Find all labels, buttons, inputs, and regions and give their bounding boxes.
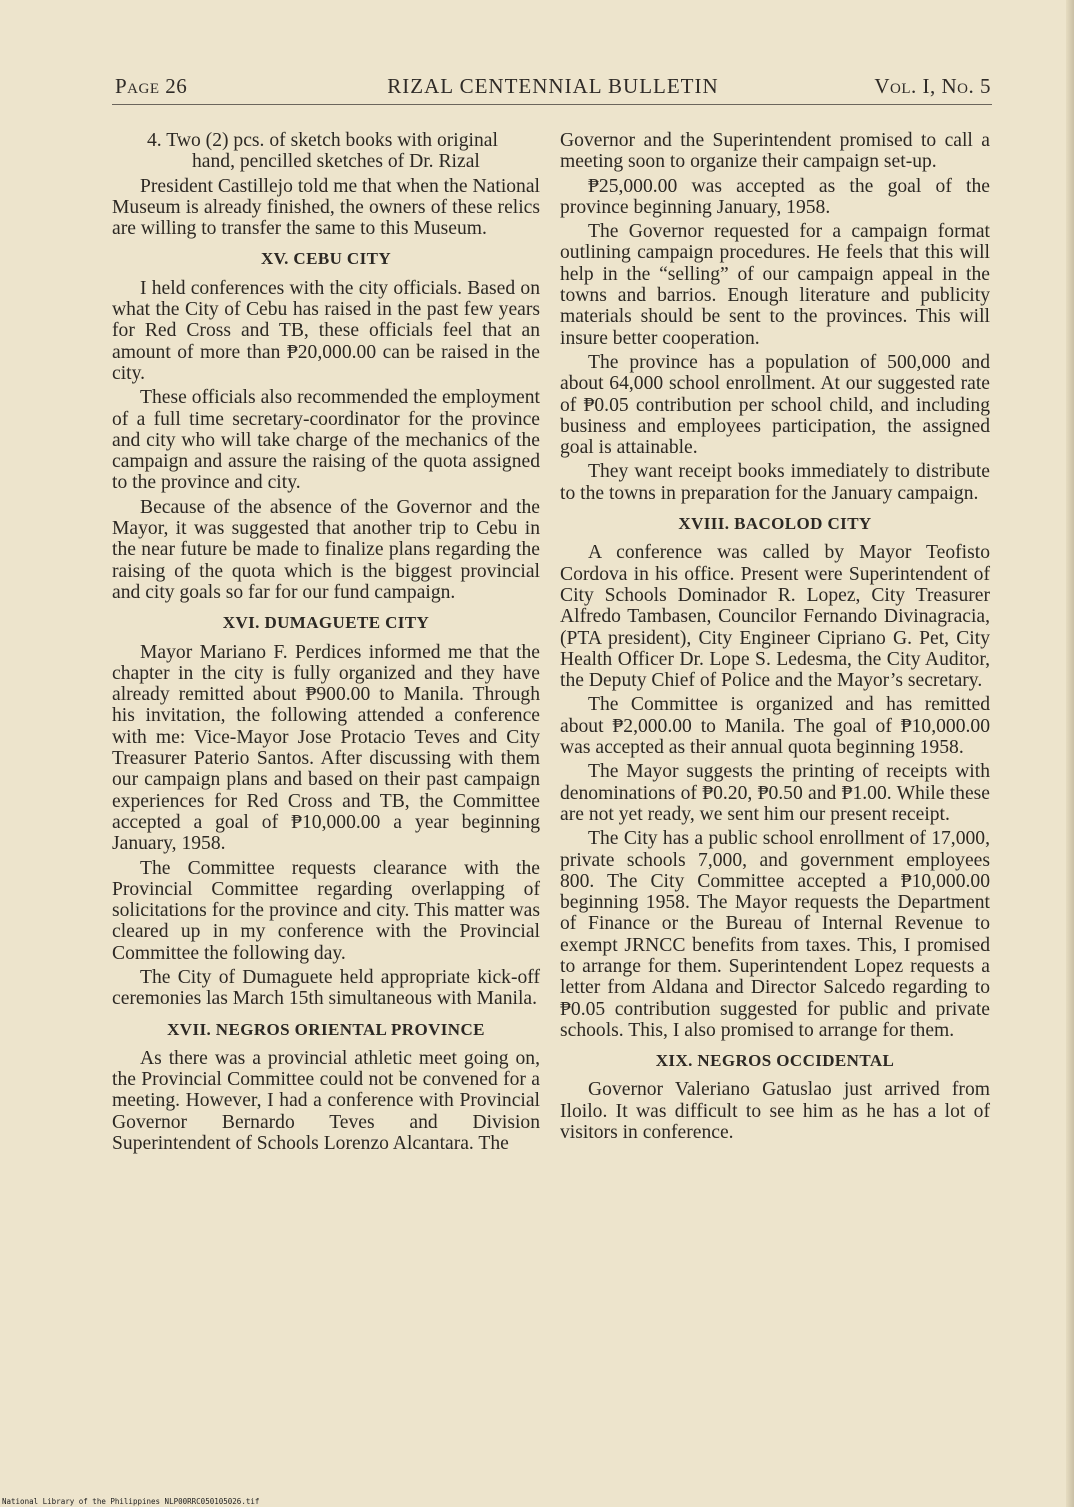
page-header — [115, 74, 991, 104]
volume-number: Vol. I, No. 5 — [874, 74, 991, 98]
paragraph: They want receipt books immediately to distribute to the towns in preparation for the January campaign. — [560, 461, 990, 504]
section-heading-xviii: XVIII. BACOLOD CITY — [678, 514, 872, 534]
paragraph: The Mayor suggests the printing of receipts with denominations of ₱0.20, ₱0.50 and ₱1.00. While these are not yet ready, we sent him our present receipt. — [560, 761, 990, 825]
paragraph: As there was a provincial athletic meet going on, the Provincial Committee could not be convened for a meeting. However, I had a conference with Provincial Governor Bernardo Teves and Division Superintendent of Schools Lorenzo Alcantara. The — [112, 1047, 540, 1155]
paragraph: Because of the absence of the Governor and the Mayor, it was suggested that another trip to Cebu in the near future be made to finalize plans regarding the raising of the quota which is the biggest provincial and city goals so far for our fund campaign. — [112, 496, 540, 603]
paragraph: ₱25,000.00 was accepted as the goal of the province beginning January, 1958. — [560, 175, 990, 218]
paragraph: The Committee requests clearance with the Provincial Committee regarding overlapping of solicitations for the province and city. This matter was cleared up in my conference with the Provincial Committee the following day. — [112, 857, 540, 964]
paragraph: The City of Dumaguete held appropriate kick-off ceremonies las March 15th simultaneous with Manila. — [112, 966, 540, 1010]
paragraph: The Governor requested for a campaign format outlining campaign procedures. He feels that this will help in the “selling” of our campaign appeal in the towns and barrios. Enough literature and publicity materials should be sent to the provinces. This will insure better cooperation. — [560, 221, 990, 349]
section-heading-xvii: XVII. NEGROS ORIENTAL PROVINCE — [167, 1019, 485, 1039]
right-column — [560, 130, 990, 1146]
paragraph: These officials also recommended the employment of a full time secretary-coordinator for the province and city who will take charge of the mechanics of the campaign and assure the raising of the quota assigned to the province and city. — [112, 387, 540, 494]
scan-footer: National Library of the Philippines NLP00RRC050105026.tif — [2, 1497, 260, 1506]
section-heading-xv: XV. CEBU CITY — [260, 249, 392, 269]
section-heading-xix: XIX. NEGROS OCCIDENTAL — [655, 1051, 895, 1071]
page-number: Page 26 — [115, 74, 188, 98]
paragraph: President Castillejo told me that when the National Museum is already finished, the owners of these relics are willing to transfer the same to this Museum. — [112, 175, 540, 240]
section-heading-xvi: XVI. DUMAGUETE CITY — [222, 613, 430, 633]
list-item-4: 4. Two (2) pcs. of sketch books with original hand, pencilled sketches of Dr. Rizal — [147, 130, 498, 173]
paragraph: The Committee is organized and has remitted about ₱2,000.00 to Manila. The goal of ₱10,000.00 was accepted as their annual quota beginning 1958. — [560, 694, 990, 759]
paragraph: The province has a population of 500,000 and about 64,000 school enrollment. At our suggested rate of ₱0.05 contribution per school child, and including business and employees participation, the assigned goal is attainable. — [560, 351, 990, 459]
paragraph: Governor Valeriano Gatuslao just arrived from Iloilo. It was difficult to see him as he has a lot of visitors in conference. — [560, 1079, 990, 1144]
page-edge — [1066, 0, 1074, 1507]
paragraph: I held conferences with the city officials. Based on what the City of Cebu has raised in the past few years for Red Cross and TB, these officials feel that an amount of more than ₱20,000.00 can be raised in the city. — [112, 277, 540, 384]
paragraph: Governor and the Superintendent promised to call a meeting soon to organize their campaign set-up. — [560, 130, 990, 173]
bulletin-title: RIZAL CENTENNIAL BULLETIN — [387, 74, 719, 98]
header-rule — [112, 104, 992, 105]
paragraph: The City has a public school enrollment of 17,000, private schools 7,000, and government employees 800. The City Committee accepted a ₱10,000.00 beginning 1958. The Mayor requests the Department of Finance or the Bureau of Internal Revenue to exempt JRNCC benefits from taxes. This, I promised to arrange for them. Superintendent Lopez requests a letter from Aldana and Director Salcedo regarding to ₱0.05 contribution suggested for public and private schools. This, I also promised to arrange for them. — [560, 828, 990, 1041]
left-column — [112, 130, 540, 1157]
paragraph: A conference was called by Mayor Teofisto Cordova in his office. Present were Superintendent of City Schools Dominador R. Lopez, City Treasurer Alfredo Tambasen, Councilor Fernando Divinagracia, (PTA president), City Engineer Cipriano G. Pet, City Health Officer Dr. Lope S. Ledesma, the City Auditor, the Deputy Chief of Police and the Mayor’s secretary. — [560, 542, 990, 692]
paragraph: Mayor Mariano F. Perdices informed me that the chapter in the city is fully organized and they have already remitted about ₱900.00 to Manila. Through his invitation, the following attended a conference with me: Vice-Mayor Jose Protacio Teves and City Treasurer Paterio Santos. After discussing with them our campaign plans and based on their past campaign experiences for Red Cross and TB, the Committee accepted a goal of ₱10,000.00 a year beginning January, 1958. — [112, 641, 540, 855]
